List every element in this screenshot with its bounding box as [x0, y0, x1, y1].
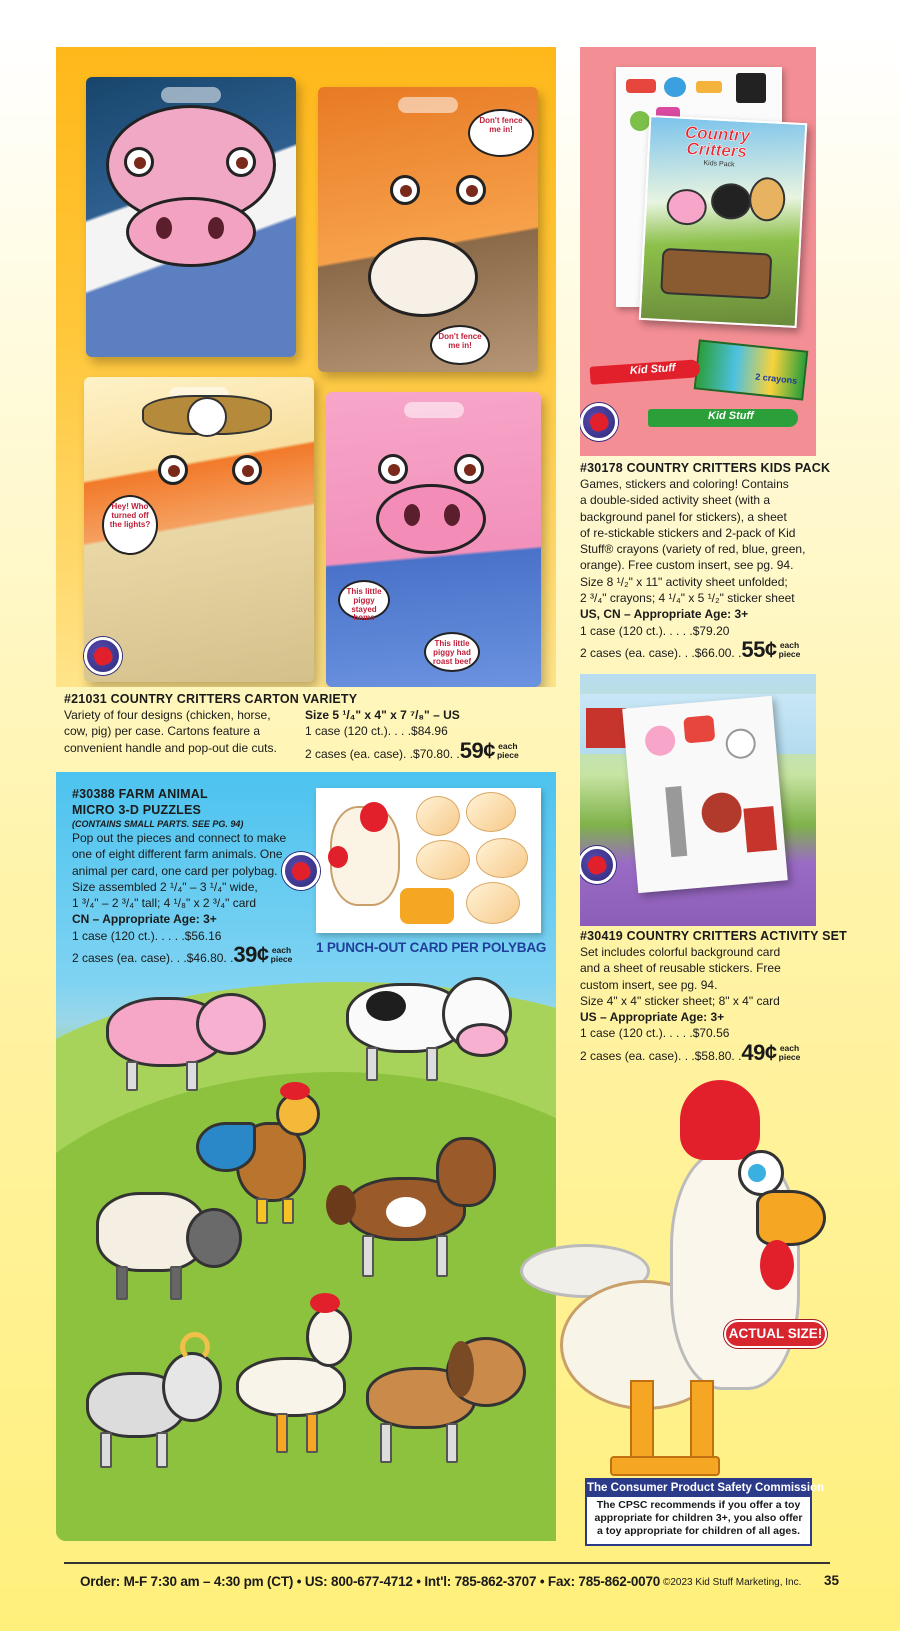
hen-puzzle	[216, 1287, 366, 1467]
cow-carton	[86, 77, 296, 357]
kids-pack-text: #30178 COUNTRY CRITTERS KIDS PACK Games, stickers and coloring! Contains a double-sided activity sheet (with a background panel for stickers), a sheet of re-stickable stickers and 2-pack of Kid Stuff® crayons (variety of red, blue, green, orange). Free custom insert, see pg. 94. Size 8 ¹/₂" x 11" activity sheet unfolded; 2 ³/₄" crayons; 4 ¹/₄" x 5 ¹/₂" sticker sheet US, CN – Appropriate Age: 3+ 1 case (120 ct.). . . . .$79.20 2 cases (ea. case). . .$66.00. .55¢ each piece	[580, 461, 831, 662]
kids-pack-price-2-cases: 2 cases (ea. case). . .$66.00. .	[580, 645, 742, 660]
carton-unit-price: 59¢	[459, 737, 495, 763]
footer-order-line: Order: M-F 7:30 am – 4:30 pm (CT) • US: 800-677-4712 • Int'l: 785-862-3707 • Fax: 785-862-0070	[80, 1574, 661, 1589]
footer-divider	[64, 1562, 830, 1564]
book-title: Country Critters	[684, 122, 751, 162]
activity-set-price-1-case: 1 case (120 ct.). . . . .$70.56	[580, 1026, 730, 1041]
book-subtitle: Kids Pack	[703, 159, 735, 169]
punch-out-card	[316, 788, 541, 933]
green-crayon: Kid Stuff	[648, 409, 798, 427]
puzzles-age: CN – Appropriate Age: 3+	[72, 912, 217, 927]
hand-badge-icon	[282, 852, 320, 890]
red-crayon: Kid Stuff	[590, 359, 701, 385]
pig-bubble-2: This little piggy had roast beef	[424, 632, 480, 672]
kids-pack-image	[580, 47, 816, 456]
puzzles-panel	[56, 772, 556, 1541]
puzzles-unit-price: 39¢	[233, 942, 269, 968]
cpsc-heading: The Consumer Product Safety Commission	[587, 1480, 810, 1497]
crayon-box: 2 crayons	[694, 339, 809, 400]
carton-size: Size 5 ¹/₄" x 4" x 7 ⁷/₈" – US	[305, 708, 460, 722]
page-number: 35	[824, 1573, 840, 1588]
kids-pack-age: US, CN – Appropriate Age: 3+	[580, 607, 749, 622]
actual-size-badge: ACTUAL SIZE!	[724, 1320, 827, 1348]
kids-pack-unit-price: 55¢	[741, 636, 777, 662]
activity-set-age: US – Appropriate Age: 3+	[580, 1010, 725, 1025]
activity-book	[639, 115, 808, 328]
carton-price-1-case: 1 case (120 ct.). . . .$84.96	[305, 724, 448, 739]
carton-variety-image	[56, 47, 556, 687]
duck-speech-bubble: Hey! Who turned off the lights?	[102, 495, 158, 555]
sticker-sheet-activity	[622, 696, 788, 893]
carton-price-2-cases: 2 cases (ea. case). .$70.80. .	[305, 746, 460, 761]
puzzles-warning: (CONTAINS SMALL PARTS. SEE PG. 94)	[72, 819, 244, 829]
carton-pricing: Size 5 ¹/₄" x 4" x 7 ⁷/₈" – US 1 case (120 ct.). . . .$84.96 2 cases (ea. case). .$70.80. .59¢ each piece	[305, 707, 555, 762]
horse-puzzle	[326, 1127, 506, 1287]
activity-set-text: #30419 COUNTRY CRITTERS ACTIVITY SET Set includes colorful background card and a sheet of reusable stickers. Free custom insert, see pg. 94. Size 4" x 4" sticker sheet; 8" x 4" card US – Appropriate Age: 3+ 1 case (120 ct.). . . . .$70.56 2 cases (ea. case). . .$58.80. .49¢ each piece	[580, 929, 847, 1065]
activity-set-unit-price: 49¢	[741, 1039, 777, 1065]
hand-badge-icon	[580, 403, 618, 441]
hand-badge-icon	[580, 846, 616, 884]
activity-set-image	[580, 674, 816, 926]
activity-set-price-2-cases: 2 cases (ea. case). . .$58.80. .	[580, 1048, 742, 1063]
pig-carton	[326, 392, 541, 687]
pig-bubble-1: This little piggy stayed home	[338, 580, 390, 620]
horse-carton	[318, 87, 538, 372]
goat-puzzle	[76, 1332, 236, 1482]
carton-title: #21031 COUNTRY CRITTERS CARTON VARIETY	[64, 692, 358, 706]
puzzles-price-1-case: 1 case (120 ct.). . . . .$56.16	[72, 928, 222, 943]
puzzles-title-2: MICRO 3-D PUZZLES	[72, 803, 202, 817]
horse-fence-bubble: Don't fence me in!	[430, 325, 490, 365]
cpsc-notice	[585, 1478, 825, 1546]
cpsc-body: The CPSC recommends if you offer a toy appropriate for children 3+, you also offer a toy appropriate for children of all ages.	[594, 1499, 803, 1537]
cow-puzzle	[346, 967, 516, 1087]
dog-puzzle	[356, 1317, 536, 1477]
kids-pack-title: #30178 COUNTRY CRITTERS KIDS PACK	[580, 461, 831, 475]
puzzles-text: #30388 FARM ANIMAL MICRO 3-D PUZZLES (CONTAINS SMALL PARTS. SEE PG. 94) Pop out the pieces and connect to make one of eight different farm animals. One animal per card, one card per polybag. Size assembled 2 ¹/₄" – 3 ¹/₄" wide, 1 ³/₄" – 2 ³/₄" tall; 4 ¹/₈" x 2 ³/₄" card CN – Appropriate Age: 3+ 1 case (120 ct.). . . . .$56.16 2 cases (ea. case). . .$46.80. .39¢ each piece	[72, 786, 317, 966]
puzzles-title-1: #30388 FARM ANIMAL	[72, 787, 208, 801]
carton-description: Variety of four designs (chicken, horse, cow, pig) per case. Cartons feature a convenient handle and pop-out die cuts.	[64, 708, 277, 755]
puzzles-price-2-cases: 2 cases (ea. case). . .$46.80. .	[72, 951, 234, 966]
kids-pack-price-1-case: 1 case (120 ct.). . . . .$79.20	[580, 623, 730, 638]
activity-set-title: #30419 COUNTRY CRITTERS ACTIVITY SET	[580, 929, 847, 943]
horse-speech-bubble: Don't fence me in!	[468, 109, 534, 157]
punch-card-caption: 1 PUNCH-OUT CARD PER POLYBAG	[316, 940, 547, 955]
hand-badge-icon	[84, 637, 122, 675]
chicken-carton	[84, 377, 314, 682]
footer-copyright: ©2023 Kid Stuff Marketing, Inc.	[663, 1577, 802, 1588]
pig-puzzle	[96, 987, 266, 1097]
actual-size-rooster	[520, 1080, 850, 1480]
